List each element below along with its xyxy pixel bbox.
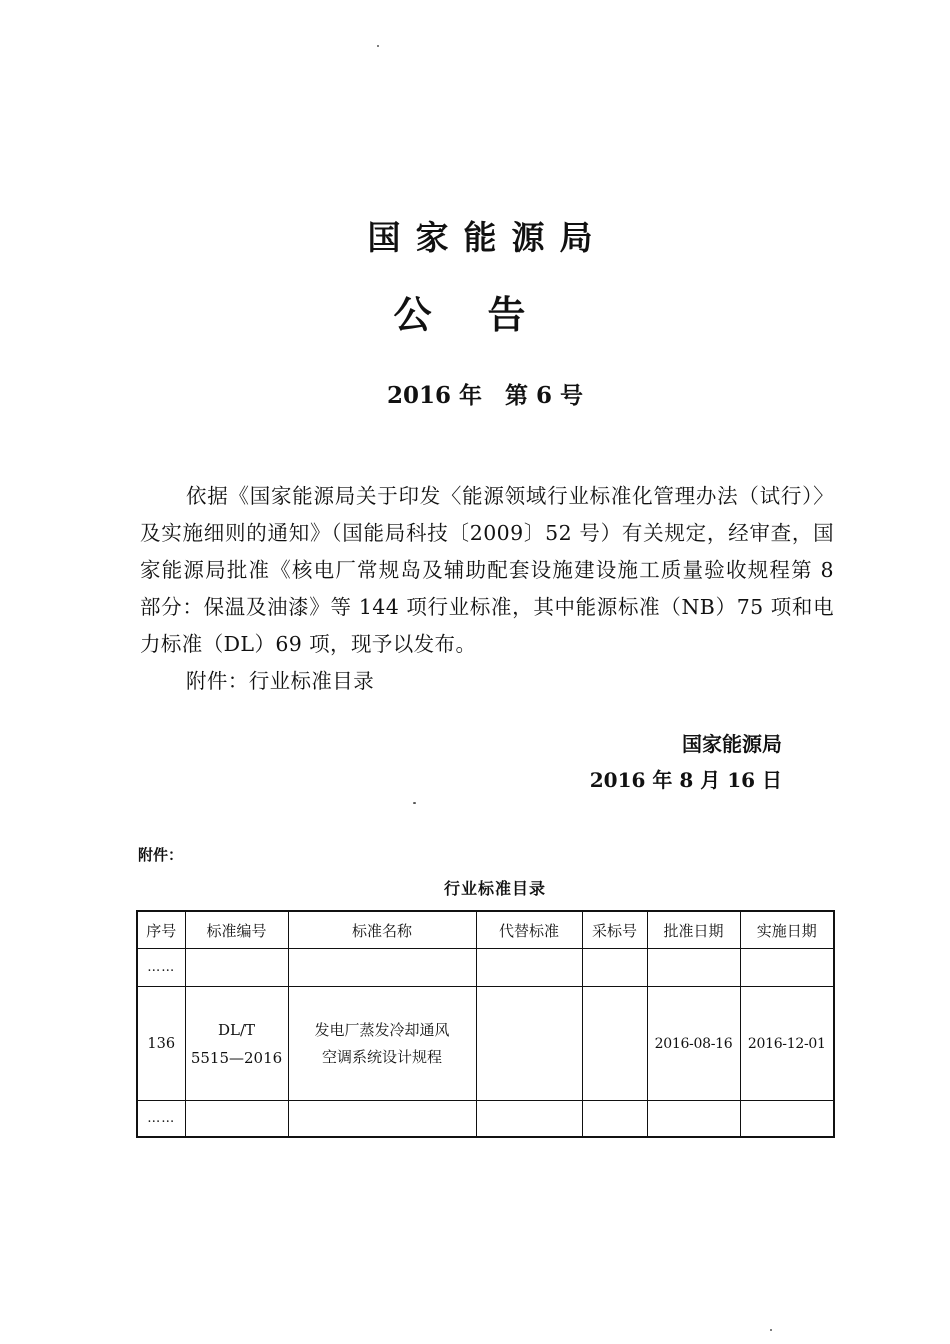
empty-cell	[288, 1101, 476, 1138]
empty-cell	[647, 949, 740, 987]
signature-date: 2016 年 8 月 16 日	[589, 768, 782, 792]
document-number: 2016 年 第 6 号	[386, 382, 584, 409]
table-title: 行业标准目录	[443, 879, 546, 898]
empty-cell	[740, 1101, 834, 1138]
seq-cell: 136	[137, 987, 185, 1101]
empty-cell	[476, 949, 582, 987]
scan-speck	[770, 1329, 772, 1331]
issuer-title: 国家能源局	[367, 218, 608, 257]
ellipsis-cell: ……	[137, 1101, 185, 1138]
table-header-row	[137, 911, 834, 949]
replaces-cell	[476, 987, 582, 1101]
scan-speck	[413, 802, 416, 804]
table-row	[137, 987, 834, 1101]
code-cell	[185, 987, 288, 1101]
empty-cell	[582, 949, 647, 987]
header-adopted: 采标号	[582, 911, 647, 949]
name-line: 空调系统设计规程	[321, 1047, 442, 1066]
empty-cell	[185, 949, 288, 987]
appendix-label: 附件：	[138, 846, 184, 864]
empty-cell	[582, 1101, 647, 1138]
header-replaces: 代替标准	[476, 911, 582, 949]
approval-date-cell: 2016-08-16	[647, 987, 740, 1101]
code-line: DL/T	[217, 1020, 256, 1039]
adopted-cell	[582, 987, 647, 1101]
header-effective-date: 实施日期	[740, 911, 834, 949]
empty-cell	[740, 949, 834, 987]
code-line: 5515—2016	[190, 1048, 283, 1067]
table-row	[137, 949, 834, 987]
table-row	[137, 1101, 834, 1138]
name-line: 发电厂蒸发冷却通风	[314, 1020, 450, 1039]
attachment-reference: 附件：行业标准目录	[186, 669, 375, 693]
header-code: 标准编号	[185, 911, 288, 949]
scan-speck	[377, 45, 379, 47]
announcement-body	[140, 478, 834, 700]
document-type-title: 公告	[393, 293, 582, 337]
empty-cell	[288, 949, 476, 987]
empty-cell	[647, 1101, 740, 1138]
empty-cell	[476, 1101, 582, 1138]
header-name: 标准名称	[288, 911, 476, 949]
announcement-paragraph: 依据《国家能源局关于印发〈能源领域行业标准化管理办法（试行）〉及实施细则的通知》（国能局科技〔2009〕52 号）有关规定，经审查，国家能源局批准《核电厂常规岛及辅助配套设施建设施工质量验收规程第 8 部分：保温及油漆》等 144 项行业标准，其中能源标准（NB）75 项和电力标准（DL）69 项，现予以发布。	[140, 484, 834, 656]
ellipsis-cell: ……	[137, 949, 185, 987]
effective-date-cell: 2016-12-01	[740, 987, 834, 1101]
name-cell	[288, 987, 476, 1101]
signature-organization: 国家能源局	[682, 732, 782, 756]
header-approval-date: 批准日期	[647, 911, 740, 949]
standards-table	[136, 910, 835, 1138]
empty-cell	[185, 1101, 288, 1138]
header-seq: 序号	[137, 911, 185, 949]
